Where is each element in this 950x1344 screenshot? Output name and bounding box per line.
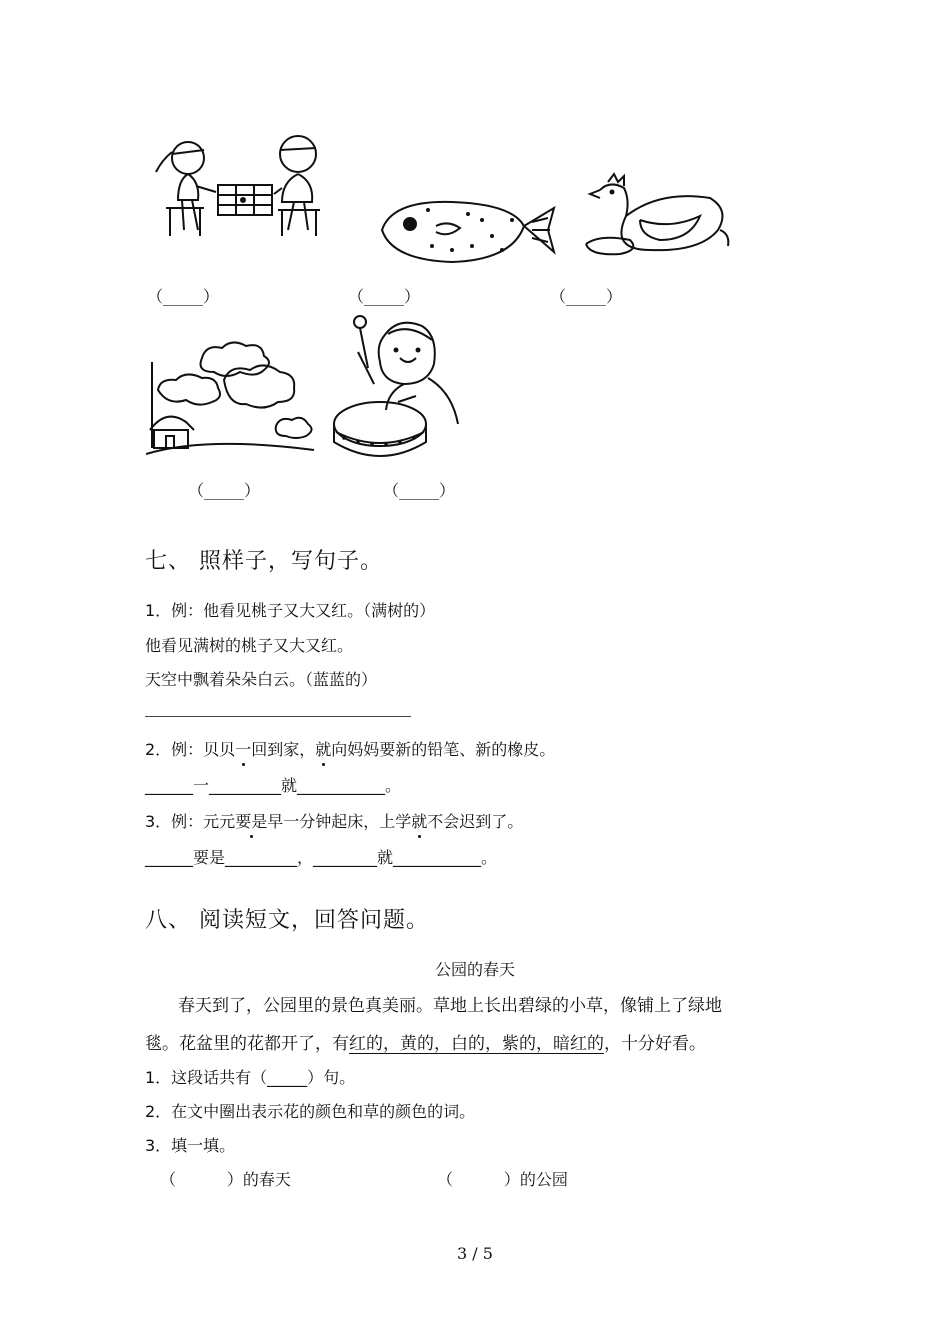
q3-prefix: 3．例：元元 [145,812,236,831]
q2-example [145,737,555,760]
picture-2-blank[interactable]: （_____） [348,287,421,306]
picture-4-blank[interactable]: （_____） [188,481,261,500]
section-8-q2: 2．在文中圈出表示花的颜色和草的颜色的词。 [145,1102,476,1121]
q3-fill-in[interactable]: ______要是_________，________就___________。 [145,848,498,867]
underlined-flower-colors: 红的，黄的，白的，紫的，暗红的 [349,1034,604,1054]
q2-prefix: 2．例：贝贝 [145,740,236,759]
section-8-q3: 3．填一填。 [145,1136,236,1155]
q3-suffix: 不会迟到了。 [427,812,524,831]
section-8-heading: 八、 阅读短文，回答问题。 [145,908,429,933]
hen-picture [580,170,735,260]
pufferfish-picture [372,190,562,270]
passage-title: 公园的春天 [434,960,515,979]
q1-answer-line[interactable] [145,716,411,717]
child-beating-drum-picture [328,312,478,462]
children-playing-chess-picture [148,130,338,245]
passage-line-2-start: 毯。花盆里的花都开了，有 [145,1034,349,1054]
q3-middle: 早一分钟起床，上学 [267,812,412,831]
q1-task: 天空中飘着朵朵白云。（蓝蓝的） [145,670,378,689]
q1-example: 1．例：他看见桃子又大又红。（满树的） [145,601,436,620]
section-7-heading: 七、 照样子，写句子。 [145,549,383,574]
q2-middle: 回到家， [251,740,316,759]
q2-dotted-word-1: 一 [235,737,251,760]
picture-3-blank[interactable]: （_____） [550,287,623,306]
q3-dotted-word-2: 就 [411,809,427,832]
q2-fill-in[interactable]: ______一_________就___________。 [145,776,402,795]
fill-spring-blank[interactable]: （ ）的春天 [160,1170,291,1189]
fill-park-blank[interactable]: （ ）的公园 [437,1170,568,1189]
section-8-q1[interactable]: 1．这段话共有（_____）句。 [145,1068,356,1087]
house-under-clouds-picture [146,338,316,462]
q3-dotted-word-1: 要是 [235,809,267,832]
q1-example-answer: 他看见满树的桃子又大又红。 [145,636,354,655]
picture-1-blank[interactable]: （_____） [147,287,220,306]
q2-dotted-word-2: 就 [315,737,331,760]
q2-suffix: 向妈妈要新的铅笔、新的橡皮。 [331,740,556,759]
passage-line-2-end: ，十分好看。 [604,1034,706,1054]
passage-line-1: 春天到了，公园里的景色真美丽。草地上长出碧绿的小草，像铺上了绿地 [178,996,722,1016]
picture-5-blank[interactable]: （_____） [383,481,456,500]
q3-example [145,809,523,832]
page-number: 3 / 5 [457,1244,493,1263]
passage-line-2 [145,1029,706,1054]
